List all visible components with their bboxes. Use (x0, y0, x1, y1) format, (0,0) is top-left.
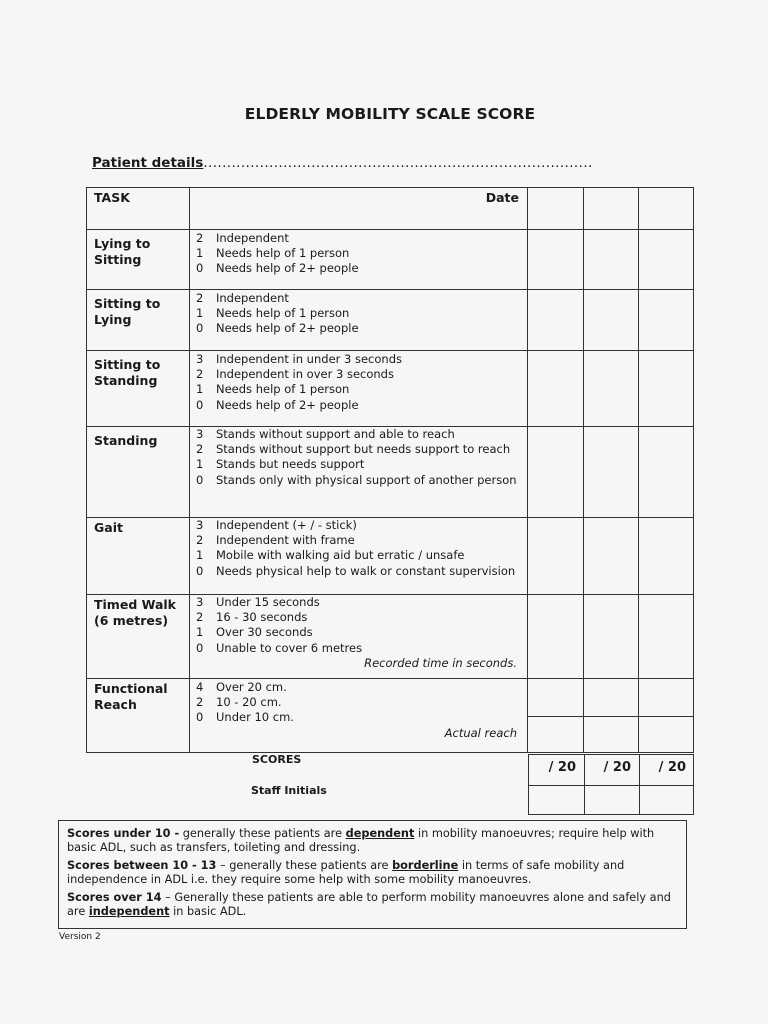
option-item: 2 16 - 30 seconds (196, 610, 308, 625)
score-cell-2[interactable] (584, 230, 639, 290)
score-cell-1[interactable] (528, 290, 584, 351)
initials-cell-3[interactable] (640, 786, 694, 814)
total-score-cell-1[interactable]: / 20 (529, 755, 585, 785)
score-cell-2[interactable] (584, 518, 639, 595)
task-cell (86, 351, 190, 427)
score-cell-2[interactable] (584, 290, 639, 351)
task-cell (86, 427, 190, 518)
note-under-10: Scores under 10 - generally these patients are dependent in mobility manoeuvres; require help with basic ADL, such as transfers, toileting and dressing. (67, 827, 655, 855)
initials-cell-1[interactable] (529, 786, 585, 814)
header-row (86, 187, 694, 230)
option-item: 2 10 - 20 cm. (196, 695, 282, 710)
total-score-cell-2[interactable]: / 20 (585, 755, 640, 785)
option-item: 4 Over 20 cm. (196, 680, 287, 694)
total-score-cell-3[interactable]: / 20 (658, 760, 686, 775)
option-item: 2 Stands without support but needs support to reach (196, 442, 511, 457)
option-item: 0 Needs help of 2+ people (196, 261, 359, 276)
task-cell (86, 595, 190, 679)
options-cell (190, 595, 528, 679)
page-title: ELDERLY MOBILITY SCALE SCORE (244, 105, 536, 123)
score-cell-3[interactable] (639, 518, 694, 595)
date-header-cell (190, 188, 528, 230)
option-item: 0 Stands only with physical support of another person (196, 472, 517, 487)
score-cell-3[interactable] (639, 595, 694, 679)
score-cell-3[interactable] (639, 290, 694, 351)
score-cell-2[interactable] (584, 351, 639, 427)
options-cell (190, 679, 528, 753)
option-item: 2 Independent (196, 231, 289, 245)
version-label: Version 2 (59, 932, 101, 942)
option-item: 1 Needs help of 1 person (196, 306, 350, 321)
task-name: Lying to Sitting (94, 236, 151, 267)
task-header: TASK (94, 190, 130, 205)
score-cell-3[interactable] (639, 230, 694, 290)
task-name: Timed Walk (6 metres) (94, 597, 176, 628)
option-item: 1 Needs help of 1 person (196, 246, 350, 261)
option-item: 2 Independent with frame (196, 533, 355, 548)
option-item: 2 Independent (196, 291, 289, 305)
option-item: 1 Over 30 seconds (196, 625, 313, 640)
option-item: 0 Unable to cover 6 metres (196, 640, 363, 655)
task-row-timed-walk (86, 594, 694, 679)
score-cell-1[interactable] (528, 595, 584, 679)
note-between-10-13: Scores between 10 - 13 – generally these patients are borderline in terms of safe mobility and independence in ADL i.e. they require some help with some mobility manoeuvres. (67, 858, 625, 887)
score-interpretation-box (58, 820, 687, 929)
option-item: 1 Mobile with walking aid but erratic / unsafe (196, 548, 465, 563)
option-item: 2 Independent in over 3 seconds (196, 367, 394, 382)
task-cell (86, 679, 190, 753)
patient-details[interactable] (92, 155, 593, 171)
actual-reach-note: Actual reach (444, 726, 517, 740)
date-cell-3[interactable] (639, 188, 694, 230)
options-cell (190, 351, 528, 427)
option-item: 0 Needs help of 2+ people (196, 397, 359, 412)
score-cell-1[interactable] (528, 427, 584, 518)
task-header-cell (86, 188, 190, 230)
scores-row (528, 754, 694, 786)
patient-details-dots: ................................................................................... (203, 155, 593, 171)
score-cell-1[interactable] (528, 230, 584, 290)
options-cell (190, 230, 528, 290)
score-cell-2[interactable] (584, 595, 639, 679)
option-item: 3 Independent (+ / - stick) (196, 518, 357, 532)
task-name: Standing (94, 433, 158, 448)
date-cell-1[interactable] (528, 188, 584, 230)
staff-initials-row (528, 785, 694, 815)
option-item: 0 Under 10 cm. (196, 710, 294, 725)
task-name: Sitting to Standing (94, 357, 161, 388)
scores-label: SCORES (252, 753, 302, 766)
option-item: 3 Independent in under 3 seconds (196, 352, 402, 366)
score-cell-1[interactable] (528, 518, 584, 595)
date-cell-2[interactable] (584, 188, 639, 230)
option-item: 1 Stands but needs support (196, 457, 365, 472)
task-cell (86, 518, 190, 595)
score-cell-3[interactable] (639, 351, 694, 427)
options-cell (190, 518, 528, 595)
reach-divider (528, 716, 694, 717)
task-cell (86, 230, 190, 290)
date-header: Date (485, 190, 519, 205)
task-row-sitting-to-standing (86, 350, 694, 427)
options-cell (190, 290, 528, 351)
task-name: Gait (94, 520, 123, 535)
task-row-standing (86, 426, 694, 518)
task-row-lying-to-sitting (86, 229, 694, 290)
task-cell (86, 290, 190, 351)
option-item: 3 Under 15 seconds (196, 595, 320, 609)
patient-details-label: Patient details (92, 155, 204, 171)
note-over-14: Scores over 14 – Generally these patients are able to perform mobility manoeuvres alone and safely and are independent in basic ADL. (67, 890, 671, 919)
initials-cell-2[interactable] (585, 786, 640, 814)
task-name: Sitting to Lying (94, 296, 161, 327)
option-item: 1 Needs help of 1 person (196, 382, 350, 397)
option-item: 3 Stands without support and able to reach (196, 427, 455, 441)
score-cell-2[interactable] (584, 427, 639, 518)
options-cell (190, 427, 528, 518)
option-item: 0 Needs help of 2+ people (196, 321, 359, 336)
option-item: 0 Needs physical help to walk or constant supervision (196, 563, 516, 578)
score-cell-3[interactable] (639, 427, 694, 518)
table-bottom-border (86, 752, 694, 753)
score-cell-1[interactable] (528, 351, 584, 427)
recorded-time-note: Recorded time in seconds. (364, 656, 517, 670)
staff-initials-label: Staff Initials (251, 784, 327, 797)
task-name: Functional Reach (94, 681, 168, 712)
task-row-sitting-to-lying (86, 289, 694, 351)
task-row-gait (86, 517, 694, 595)
